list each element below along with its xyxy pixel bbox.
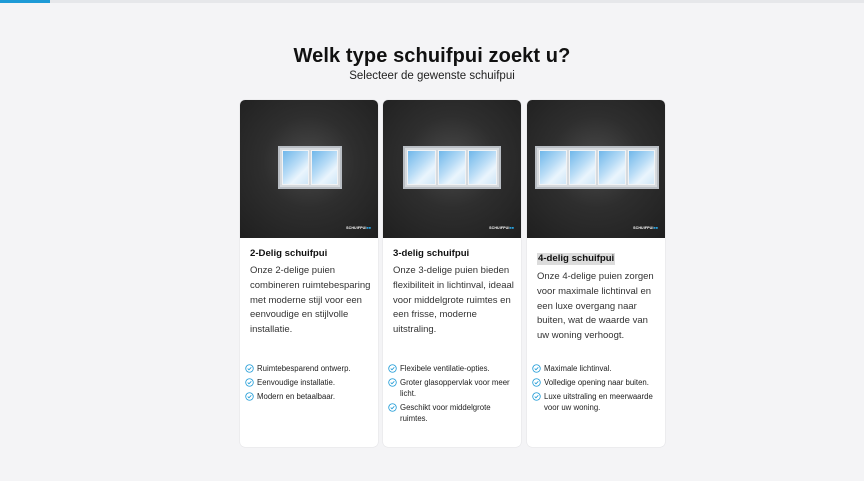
option-card-2-delig[interactable]	[240, 100, 378, 447]
check-circle-icon	[245, 364, 254, 373]
glass-pane	[628, 150, 656, 185]
card-description: Onze 2-delige puien combineren ruimtebesparing met moderne stijl voor een eenvoudige en stijlvolle installatie.	[250, 265, 371, 336]
feature-text: Flexibele ventilatie-opties.	[400, 364, 490, 373]
progress-track	[0, 0, 864, 3]
card-body	[537, 248, 661, 344]
card-title: 3-delig schuifpui	[393, 248, 470, 259]
check-circle-icon	[532, 364, 541, 373]
feature-item	[388, 377, 520, 399]
product-image-2-panel	[240, 100, 378, 238]
check-circle-icon	[532, 392, 541, 401]
option-card-3-delig[interactable]	[383, 100, 521, 447]
page-subtitle: Selecteer de gewenste schuifpui	[349, 70, 515, 82]
feature-item	[532, 391, 664, 413]
glass-pane	[438, 150, 467, 185]
feature-text: Luxe uitstraling en meerwaarde voor uw woning.	[544, 392, 653, 412]
card-body	[250, 248, 374, 338]
feature-list	[532, 363, 664, 416]
brand-logo: SCHUIFPUI■■	[346, 226, 371, 230]
feature-item	[245, 377, 377, 388]
feature-text: Volledige opening naar buiten.	[544, 378, 649, 387]
feature-item	[388, 363, 520, 374]
card-description: Onze 4-delige puien zorgen voor maximale lichtinval en een luxe overgang naar buiten, wat de waarde van uw woning verhoogt.	[537, 271, 654, 342]
feature-item	[388, 402, 520, 424]
glass-pane	[468, 150, 497, 185]
heading	[0, 44, 864, 82]
feature-list	[388, 363, 520, 427]
option-card-4-delig[interactable]	[527, 100, 665, 447]
card-title: 2-Delig schuifpui	[250, 248, 328, 259]
feature-text: Maximale lichtinval.	[544, 364, 612, 373]
page-title: Welk type schuifpui zoekt u?	[293, 45, 571, 67]
glass-pane	[539, 150, 567, 185]
feature-text: Modern en betaalbaar.	[257, 392, 336, 401]
feature-text: Eenvoudige installatie.	[257, 378, 336, 387]
product-image-3-panel	[383, 100, 521, 238]
check-circle-icon	[245, 392, 254, 401]
feature-item	[532, 363, 664, 374]
glass-pane	[569, 150, 597, 185]
product-image-4-panel	[527, 100, 665, 238]
brand-logo: SCHUIFPUI■■	[633, 226, 658, 230]
feature-item	[245, 391, 377, 402]
window-4-panel-icon	[535, 146, 659, 189]
progress-bar	[0, 0, 50, 3]
card-title: 4-delig schuifpui	[538, 253, 615, 264]
feature-item	[532, 377, 664, 388]
glass-pane	[311, 150, 338, 185]
glass-pane	[407, 150, 436, 185]
feature-item	[245, 363, 377, 374]
option-cards	[240, 100, 666, 448]
brand-logo: SCHUIFPUI■■	[489, 226, 514, 230]
check-circle-icon	[245, 378, 254, 387]
feature-list	[245, 363, 377, 405]
check-circle-icon	[388, 403, 397, 412]
window-3-panel-icon	[403, 146, 501, 189]
feature-text: Ruimtebesparend ontwerp.	[257, 364, 351, 373]
card-body	[393, 248, 517, 338]
check-circle-icon	[388, 364, 397, 373]
check-circle-icon	[388, 378, 397, 387]
card-description: Onze 3-delige puien bieden flexibiliteit in lichtinval, ideaal voor middelgrote ruimtes en een frisse, moderne uitstraling.	[393, 265, 514, 336]
feature-text: Geschikt voor middelgrote ruimtes.	[400, 403, 491, 423]
glass-pane	[282, 150, 309, 185]
feature-text: Groter glasoppervlak voor meer licht.	[400, 378, 510, 398]
window-2-panel-icon	[278, 146, 342, 189]
glass-pane	[598, 150, 626, 185]
check-circle-icon	[532, 378, 541, 387]
